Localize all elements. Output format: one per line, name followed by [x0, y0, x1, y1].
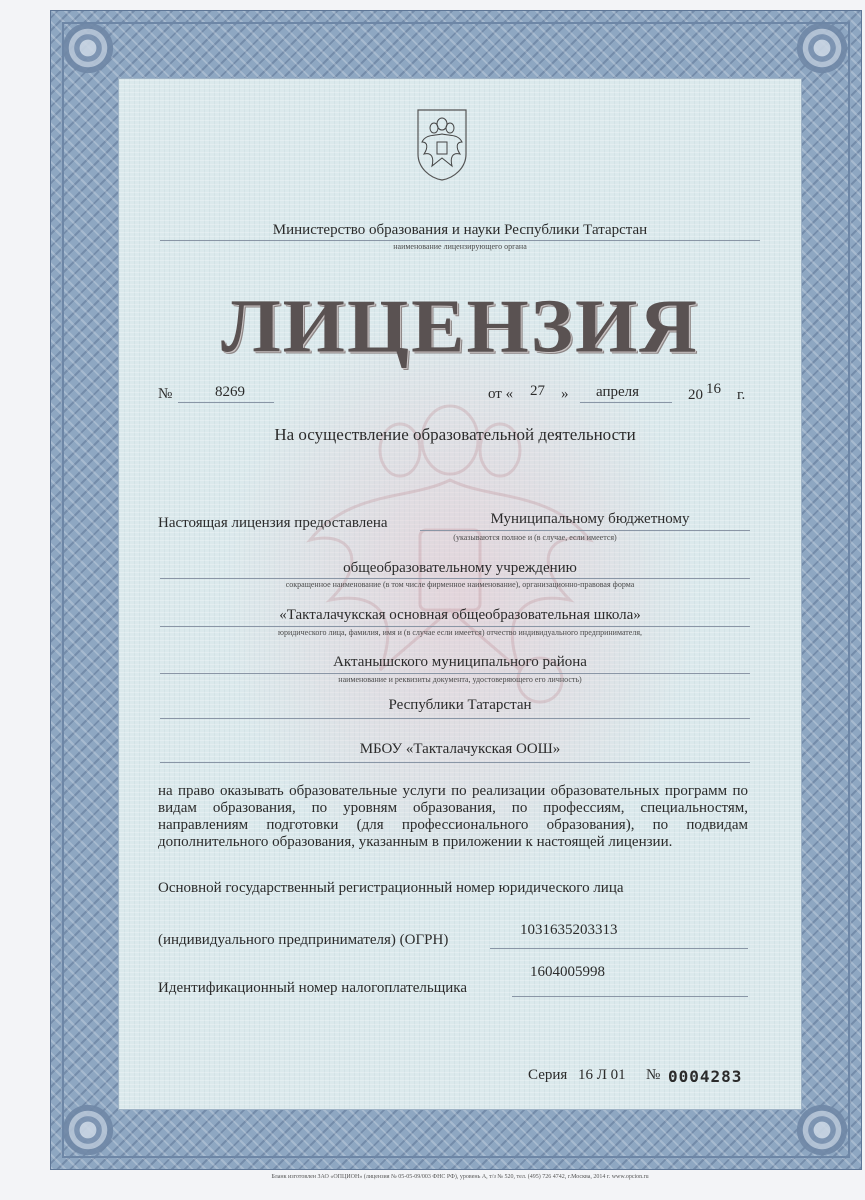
corner-ornament — [56, 1098, 120, 1162]
license-rights-text: на право оказывать образовательные услуги по реализации образовательных программ по видам образования, по уровням образования, по профессиям, специальностям, направлениям подготовки (для профессионального образования), по подвидам дополнительного образования, указанным в приложении к настоящей лицензии. — [158, 783, 748, 850]
licensee-note-4: наименование и реквизиты документа, удостоверяющего его личность) — [338, 675, 582, 684]
series-label: Серия — [528, 1067, 568, 1083]
licensee-line-4: Актанышского муниципального района — [333, 654, 587, 670]
underline — [580, 402, 672, 403]
date-year-prefix: 20 — [688, 387, 703, 403]
granted-label: Настоящая лицензия предоставлена — [158, 515, 388, 531]
blank-number-sign: № — [646, 1067, 661, 1083]
inn-number: 1604005998 — [530, 964, 605, 980]
number-sign: № — [158, 386, 173, 402]
license-number: 8269 — [215, 384, 245, 400]
licensee-note-3: юридического лица, фамилия, имя и (в случае если имеется) отчество индивидуального предпринимателя, — [277, 628, 643, 637]
underline — [160, 240, 760, 241]
date-month: апреля — [596, 384, 640, 400]
date-close-quote: » — [561, 386, 569, 402]
ogrn-number: 1031635203313 — [520, 922, 618, 938]
date-year-unit: г. — [737, 387, 746, 403]
activity-type: На осуществление образовательной деятельности — [274, 425, 636, 444]
date-from-label: от « — [488, 386, 514, 402]
corner-ornament — [790, 16, 854, 80]
licensee-note-2: сокращенное наименование (в том числе фирменное наименование), организационно-правовая форма — [285, 580, 635, 589]
licensee-line-2: общеобразовательному учреждению — [343, 560, 577, 576]
document-title: ЛИЦЕНЗИЯ — [221, 285, 699, 369]
underline — [160, 626, 750, 627]
licensee-short-name: МБОУ «Такталачукская ООШ» — [359, 741, 561, 757]
corner-ornament — [56, 16, 120, 80]
licensing-authority: Министерство образования и науки Республики Татарстан — [272, 222, 648, 238]
underline — [490, 948, 748, 949]
authority-caption: наименование лицензирующего органа — [393, 242, 527, 251]
underline — [160, 762, 750, 763]
licensee-line-5: Республики Татарстан — [388, 697, 532, 713]
coat-of-arms-emblem-icon — [414, 108, 470, 182]
ogrn-label-line-1: Основной государственный регистрационный номер юридического лица — [158, 880, 624, 896]
date-year-suffix: 16 — [706, 381, 721, 397]
date-day: 27 — [530, 383, 545, 399]
printer-imprint: Бланк изготовлен ЗАО «ОПЦИОН» (лицензия № 05-05-09/003 ФНС РФ), уровень А, т/з № 520, тел. (495) 726 4742, г.Москва, 2014 г. www.opcion.ru — [271, 1174, 649, 1180]
licensee-line-3: «Такталачукская основная общеобразовательная школа» — [279, 607, 641, 623]
blank-number: 0004283 — [668, 1067, 743, 1086]
series-code: 16 Л 01 — [578, 1067, 626, 1083]
underline — [160, 578, 750, 579]
underline — [420, 530, 750, 531]
licensee-line-1: Муниципальному бюджетному — [490, 511, 690, 527]
ogrn-label-line-2: (индивидуального предпринимателя) (ОГРН) — [158, 932, 449, 948]
underline — [160, 718, 750, 719]
underline — [160, 673, 750, 674]
underline — [178, 402, 274, 403]
inn-label: Идентификационный номер налогоплательщика — [158, 980, 468, 996]
underline — [512, 996, 748, 997]
licensee-note-1: (указываются полное и (в случае, если имеется) — [453, 533, 617, 542]
